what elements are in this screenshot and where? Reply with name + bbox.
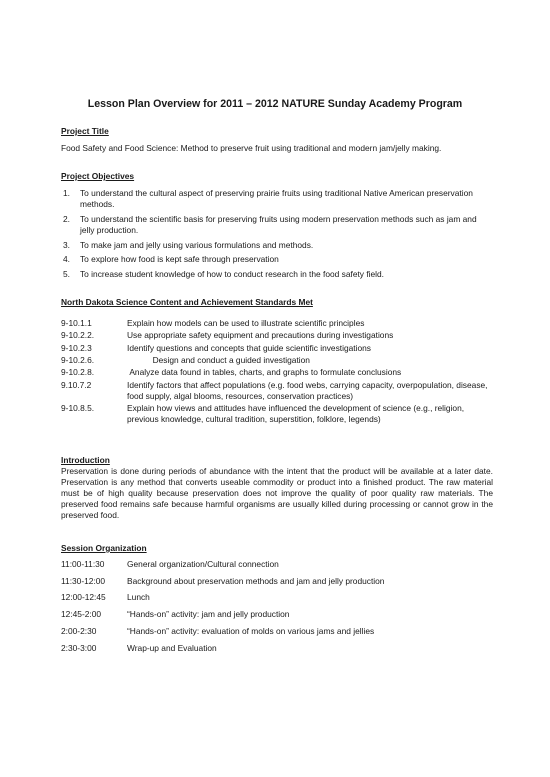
project-title-text: Food Safety and Food Science: Method to preserve fruit using traditional and modern jam/jelly making. <box>61 143 442 154</box>
table-row: 9-10.2.2. Use appropriate safety equipment and precautions during investigations <box>61 330 394 341</box>
standards-section <box>61 297 493 426</box>
list-item: 4. To explore how food is kept safe through preservation <box>63 254 279 265</box>
list-item: 1. To understand the cultural aspect of preserving prairie fruits using traditional Native American preservation methods. <box>63 188 473 210</box>
session-heading: Session Organization <box>61 543 147 553</box>
introduction-heading: Introduction <box>61 455 110 465</box>
standards-heading: North Dakota Science Content and Achievement Standards Met <box>61 297 313 307</box>
list-item: 2. To understand the scientific basis for preserving fruits using modern preservation methods such as jam and jelly production. <box>63 213 477 235</box>
table-row: 2:00-2:30 “Hands-on” activity: evaluation of molds on various jams and jellies <box>61 625 375 636</box>
table-row: 11:00-11:30 General organization/Cultural connection <box>61 559 279 570</box>
introduction-section <box>61 455 493 522</box>
table-row: 9.10.7.2 Identify factors that affect populations (e.g. food webs, carrying capacity, overpopulation, disease, food supply, algal blooms, resources, conservation practices) <box>61 379 488 401</box>
session-section <box>61 543 493 659</box>
table-row: 12:45-2:00 “Hands-on” activity: jam and jelly production <box>61 609 290 620</box>
table-row: 9-10.2.3 Identify questions and concepts that guide scientific investigations <box>61 342 371 353</box>
table-row: 2:30-3:00 Wrap-up and Evaluation <box>61 642 217 653</box>
list-item: 3. To make jam and jelly using various formulations and methods. <box>63 239 314 250</box>
page-title: Lesson Plan Overview for 2011 – 2012 NATURE Sunday Academy Program <box>87 98 463 110</box>
standards-list <box>61 318 493 425</box>
table-row: 11:30-12:00 Background about preservation methods and jam and jelly production <box>61 575 385 586</box>
table-row: 9-10.1.1 Explain how models can be used to illustrate scientific principles <box>61 318 365 329</box>
project-title-heading: Project Title <box>61 126 109 136</box>
introduction-text: Preservation is done during periods of abundance with the intent that the product will be available at a later date. Preservation is any method that converts useable commodity or product into a finished product. The raw material must be of high quality because preservation does not improve the quality of poor quality raw materials. The preserved food remains safe because harmful organisms are usually killed during processing or cannot grow in the preserved food. <box>61 466 493 521</box>
table-row: 9-10.2.6. Design and conduct a guided investigation <box>61 354 310 365</box>
project-title-section <box>61 126 493 154</box>
list-item: 5. To increase student knowledge of how to conduct research in the food safety field. <box>63 269 385 280</box>
objectives-heading: Project Objectives <box>61 171 135 181</box>
table-row: 9-10.2.8. Analyze data found in tables, charts, and graphs to formulate conclusions <box>61 367 402 378</box>
table-row: 9-10.8.5. Explain how views and attitudes have influenced the development of science (e.g., religion, previous knowledge, cultural tradition, superstition, folklore, legends) <box>61 402 465 424</box>
session-list <box>61 559 493 654</box>
objectives-list <box>61 188 493 280</box>
table-row: 12:00-12:45 Lunch <box>61 592 150 603</box>
objectives-section <box>61 171 493 284</box>
